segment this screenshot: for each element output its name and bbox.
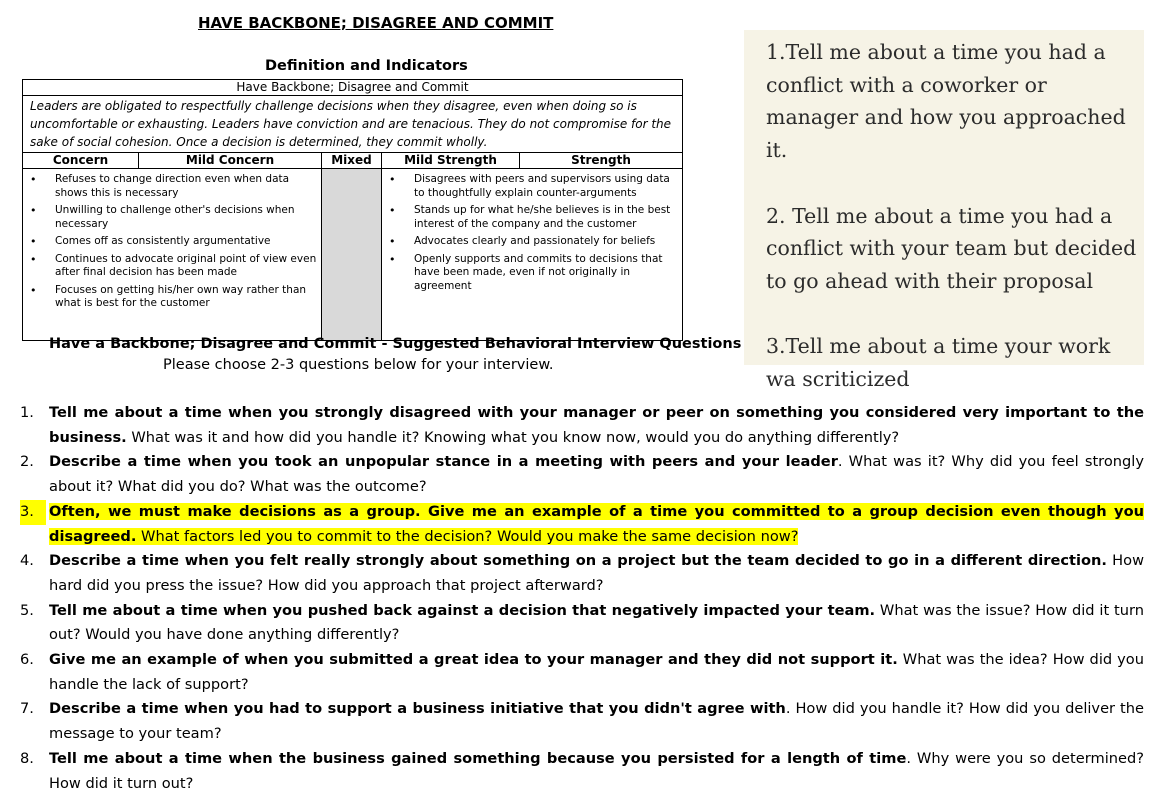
question-item: 7. Describe a time when you had to support a business initiative that you didn't agree with. How did you handle it? How did you deliver the message to your team?: [20, 700, 1144, 743]
questions-list: [20, 401, 1144, 796]
list-item: • Continues to advocate original point of view even after final decision has been made: [23, 253, 317, 280]
table-header: Have Backbone; Disagree and Commit: [23, 80, 683, 96]
question-item: 8. Tell me about a time when the business gained something because you persisted for a length of time. Why were you so determined? How did it turn out?: [20, 749, 1144, 792]
concern-cell: [23, 169, 322, 341]
mixed-cell: [322, 169, 382, 341]
highlight: Often, we must make decisions as a group. Give me an example of a time you committed to a group decision even though you disagreed. What factors led you to commit to the decision? Would you make the same decision now?: [49, 502, 1144, 545]
note-question-3: 3.Tell me about a time your work wa scriticized: [766, 334, 1111, 391]
question-item: 2. Describe a time when you took an unpopular stance in a meeting with peers and your leader. What was it? Why did you feel strongly about it? What did you do? What was the outcome?: [20, 453, 1144, 496]
question-item: 6. Give me an example of when you submitted a great idea to your manager and they did not support it. What was the idea? How did you handle the lack of support?: [20, 651, 1144, 693]
list-item: • Advocates clearly and passionately for beliefs: [382, 235, 678, 249]
note-question-1: 1.Tell me about a time you had a conflict with a coworker or manager and how you approached it.: [766, 40, 1126, 163]
concern-list: [23, 169, 321, 311]
note-question-2: 2. Tell me about a time you had a conflict with your team but decided to go ahead with their proposal: [766, 203, 1137, 293]
question-item: 4. Describe a time when you felt really strongly about something on a project but the team decided to go in a different direction. How hard did you press the issue? How did you approach that project afterward?: [20, 552, 1145, 594]
list-item: • Stands up for what he/she believes is in the best interest of the company and the customer: [382, 204, 678, 231]
list-item: • Comes off as consistently argumentative: [23, 235, 317, 249]
strength-cell: [382, 169, 683, 341]
list-item: • Refuses to change direction even when data shows this is necessary: [23, 173, 317, 200]
sticky-note: [744, 30, 1144, 391]
definition-heading: Definition and Indicators: [265, 58, 468, 74]
strength-list: [382, 169, 682, 293]
list-item: • Openly supports and commits to decisions that have been made, even if not originally in agreement: [382, 253, 678, 294]
column-header-concern: Concern: [23, 153, 139, 169]
table-description: Leaders are obligated to respectfully challenge decisions when they disagree, even when doing so is uncomfortable or exhausting. Leaders have conviction and are tenacious. They do not compromise for the sake of social cohesion. Once a decision is determined, they commit wholly.: [23, 96, 683, 153]
definition-table: [22, 79, 683, 341]
column-header-mild-concern: Mild Concern: [139, 153, 322, 169]
question-item: 5. Tell me about a time when you pushed back against a decision that negatively impacted your team. What was the issue? How did it turn out? Would you have done anything differently?: [20, 601, 1144, 644]
list-item: • Disagrees with peers and supervisors using data to thoughtfully explain counter-arguments: [382, 173, 678, 200]
page-title: HAVE BACKBONE; DISAGREE AND COMMIT: [198, 14, 554, 32]
question-item-highlighted: 3. Often, we must make decisions as a group. Give me an example of a time you committed to a group decision even though you disagreed. What factors led you to commit to the decision? Would you make the same decision now?: [20, 500, 1144, 549]
question-item: 1. Tell me about a time when you strongly disagreed with your manager or peer on something you considered very important to the business. What was it and how did you handle it? Knowing what you know now, would you do anything differently?: [20, 404, 1144, 446]
column-header-mixed: Mixed: [322, 153, 382, 169]
questions-subheading: Please choose 2-3 questions below for your interview.: [163, 357, 554, 373]
list-item: • Focuses on getting his/her own way rather than what is best for the customer: [23, 284, 317, 311]
column-header-strength: Strength: [520, 153, 683, 169]
list-item: • Unwilling to challenge other's decisions when necessary: [23, 204, 317, 231]
questions-heading: Have a Backbone; Disagree and Commit - Suggested Behavioral Interview Questions: [49, 336, 742, 352]
column-header-mild-strength: Mild Strength: [382, 153, 520, 169]
